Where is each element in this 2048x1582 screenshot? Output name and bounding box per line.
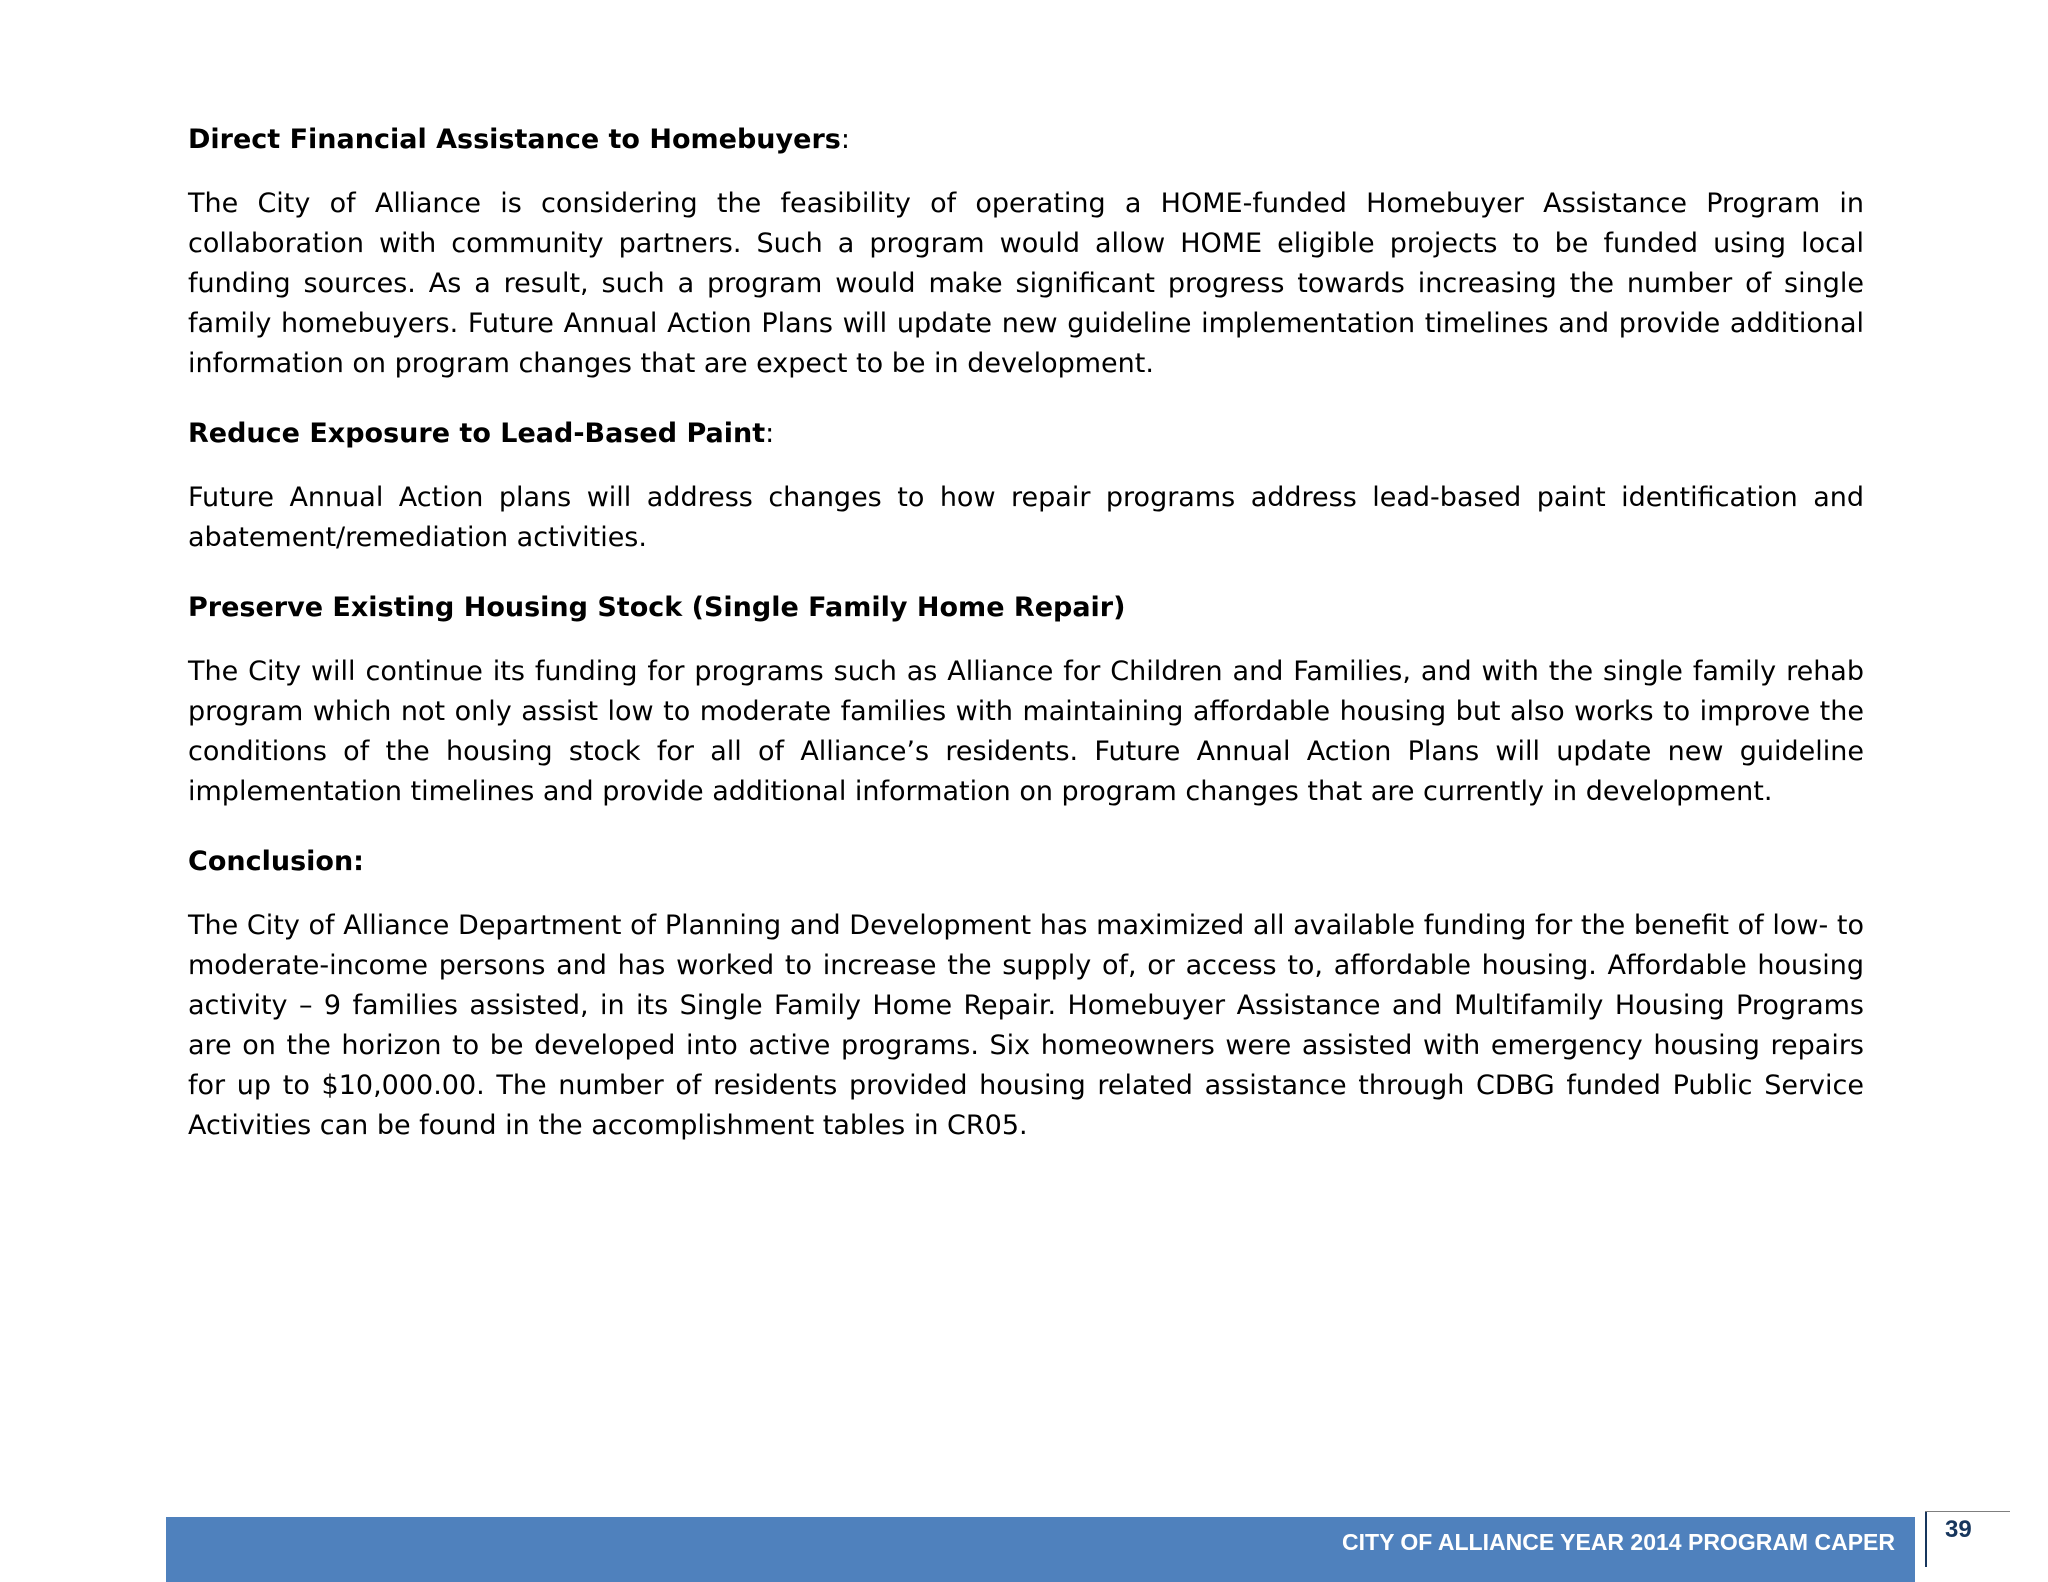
section-body-conclusion: The City of Alliance Department of Planning and Development has maximized all available funding for the benefit of low- to moderate-income persons and has worked to increase the supply of, or access to, affordable housing. Affordable housing activity – 9 families assisted, in its Single Family Home Repair. Homebuyer Assistance and Multifamily Housing Programs are on the horizon to be developed into active programs. Six homeowners were assisted with emergency housing repairs for up to $10,000.00. The number of residents provided housing related assistance through CDBG funded Public Service Activities can be found in the accomplishment tables in CR05. (188, 910, 1864, 1141)
footer-title: CITY OF ALLIANCE YEAR 2014 PROGRAM CAPER (1342, 1529, 1895, 1555)
section-heading-lead-based-paint (188, 414, 1864, 454)
footer-bar (166, 1517, 1915, 1582)
page-number-rule (1925, 1511, 2010, 1512)
section-body-homebuyer-assistance: The City of Alliance is considering the feasibility of operating a HOME-funded Homebuyer Assistance Program in collaboration with community partners. Such a program would allow HOME eligible projects to be funded using local funding sources. As a result, such a program would make significant progress towards increasing the number of single family homebuyers. Future Annual Action Plans will update new guideline implementation timelines and provide additional information on program changes that are expect to be in development. (188, 188, 1864, 379)
section-heading-housing-stock (188, 588, 1864, 628)
section-heading-homebuyer-assistance (188, 120, 1864, 160)
section-heading-conclusion (188, 842, 1864, 882)
page-number-divider (1925, 1512, 1927, 1567)
heading-colon: : (840, 124, 850, 155)
page-number: 39 (1945, 1516, 1972, 1543)
heading-text: Reduce Exposure to Lead-Based Paint (188, 418, 766, 449)
section-body-housing-stock: The City will continue its funding for programs such as Alliance for Children and Families, and with the single family rehab program which not only assist low to moderate families with maintaining affordable housing but also works to improve the conditions of the housing stock for all of Alliance’s residents. Future Annual Action Plans will update new guideline implementation timelines and provide additional information on program changes that are currently in development. (188, 656, 1864, 807)
heading-colon: : (765, 418, 775, 449)
heading-text: Conclusion: (188, 846, 364, 877)
document-body (188, 120, 1864, 1176)
section-body-lead-based-paint: Future Annual Action plans will address changes to how repair programs address lead-based paint identification and abatement/remediation activities. (188, 482, 1864, 553)
heading-text: Preserve Existing Housing Stock (Single Family Home Repair) (188, 592, 1126, 623)
heading-text: Direct Financial Assistance to Homebuyers (188, 124, 841, 155)
